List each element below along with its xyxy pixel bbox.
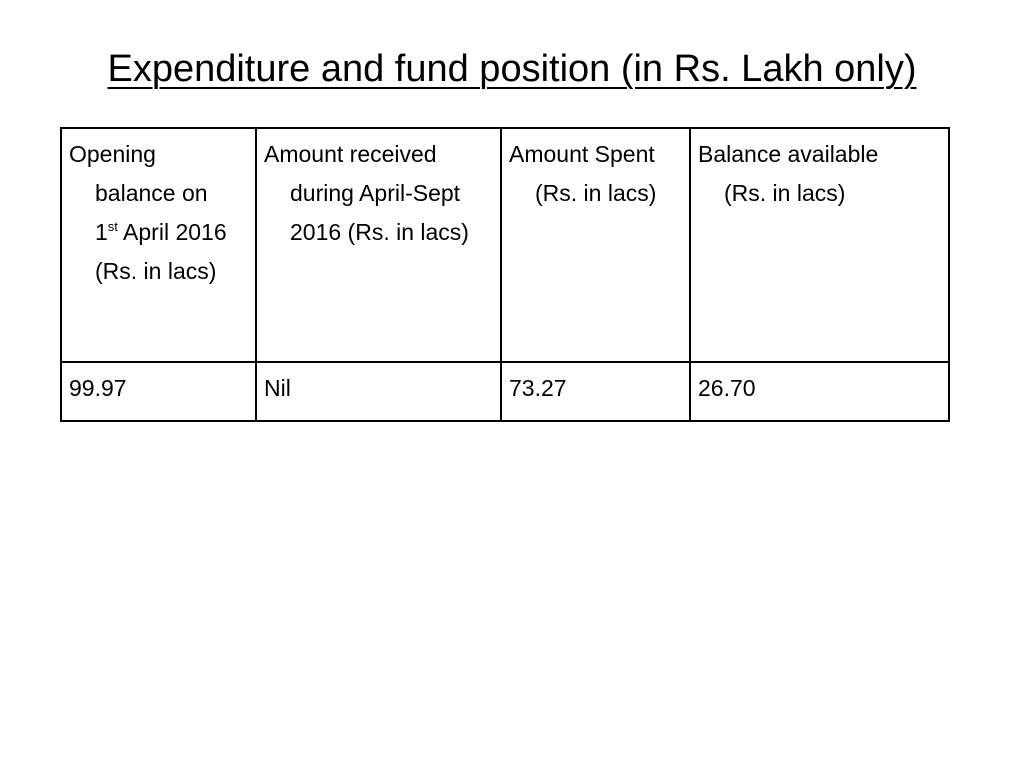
header-line: Opening: [69, 141, 156, 167]
value-opening-balance: 99.97: [61, 362, 256, 421]
page-title: [0, 44, 1024, 94]
header-line: 1st April 2016: [95, 219, 227, 245]
fund-position-table: [60, 127, 950, 422]
header-line: 2016 (Rs. in lacs): [290, 219, 469, 245]
header-amount-spent: [501, 128, 690, 362]
header-line: (Rs. in lacs): [95, 258, 217, 284]
header-line: Amount Spent: [509, 141, 655, 167]
table-row: [61, 362, 949, 421]
header-line: (Rs. in lacs): [535, 180, 657, 206]
header-balance-available: [690, 128, 949, 362]
header-line: during April-Sept: [290, 180, 461, 206]
value-amount-spent: 73.27: [501, 362, 690, 421]
header-line: Balance available: [698, 141, 879, 167]
header-opening-balance: [61, 128, 256, 362]
page-title-text: Expenditure and fund position (in Rs. Lakh only): [107, 48, 917, 90]
header-line: balance on: [95, 180, 208, 206]
header-line: Amount received: [264, 141, 437, 167]
value-balance-available: 26.70: [690, 362, 949, 421]
value-amount-received: Nil: [256, 362, 501, 421]
table-header-row: [61, 128, 949, 362]
header-amount-received: [256, 128, 501, 362]
header-line: (Rs. in lacs): [724, 180, 846, 206]
